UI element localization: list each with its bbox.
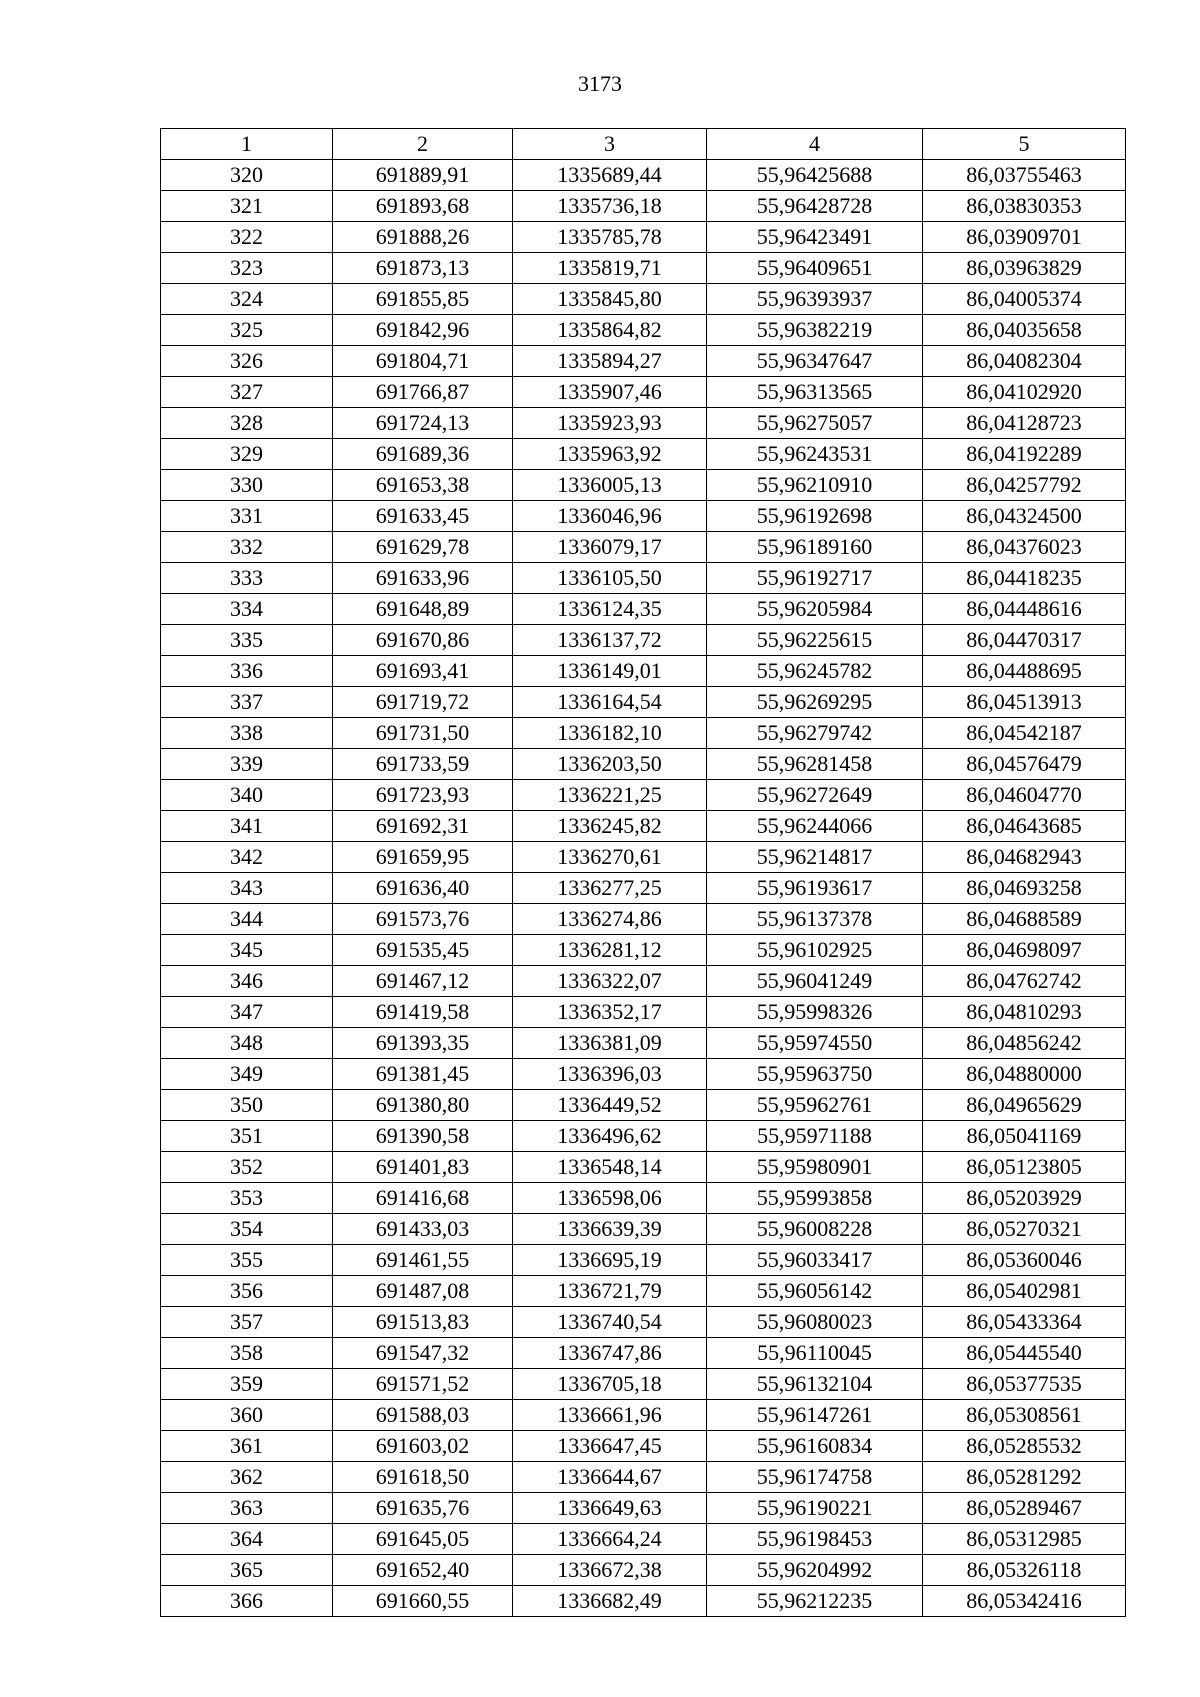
table-row <box>161 1121 1126 1152</box>
table-cell-col-1: 325 <box>161 315 333 346</box>
table-cell-col-1: 354 <box>161 1214 333 1245</box>
table-cell-col-2: 691731,50 <box>333 718 513 749</box>
table-row <box>161 1338 1126 1369</box>
page-number: 3173 <box>578 71 622 96</box>
table-cell-col-2: 691724,13 <box>333 408 513 439</box>
table-cell-col-4: 55,96110045 <box>707 1338 923 1369</box>
table-cell-col-2: 691766,87 <box>333 377 513 408</box>
table-row <box>161 904 1126 935</box>
table-cell-col-1: 327 <box>161 377 333 408</box>
table-row <box>161 315 1126 346</box>
table-row <box>161 594 1126 625</box>
table-cell-col-3: 1336105,50 <box>513 563 707 594</box>
table-row <box>161 935 1126 966</box>
table-cell-col-5: 86,05281292 <box>923 1462 1126 1493</box>
table-cell-col-4: 55,96192698 <box>707 501 923 532</box>
table-cell-col-5: 86,05402981 <box>923 1276 1126 1307</box>
table-row <box>161 997 1126 1028</box>
table-cell-col-3: 1336649,63 <box>513 1493 707 1524</box>
table-cell-col-1: 349 <box>161 1059 333 1090</box>
column-header-4: 4 <box>707 129 923 160</box>
table-cell-col-4: 55,95962761 <box>707 1090 923 1121</box>
table-cell-col-1: 324 <box>161 284 333 315</box>
table-cell-col-1: 355 <box>161 1245 333 1276</box>
table-row <box>161 1059 1126 1090</box>
table-row <box>161 1183 1126 1214</box>
table-cell-col-2: 691603,02 <box>333 1431 513 1462</box>
table-cell-col-5: 86,04965629 <box>923 1090 1126 1121</box>
table-row <box>161 284 1126 315</box>
table-row <box>161 1028 1126 1059</box>
table-cell-col-3: 1336664,24 <box>513 1524 707 1555</box>
table-cell-col-4: 55,96041249 <box>707 966 923 997</box>
table-cell-col-2: 691381,45 <box>333 1059 513 1090</box>
table-cell-col-5: 86,04856242 <box>923 1028 1126 1059</box>
column-header-5: 5 <box>923 129 1126 160</box>
table-cell-col-4: 55,96137378 <box>707 904 923 935</box>
table-cell-col-1: 358 <box>161 1338 333 1369</box>
table-cell-col-4: 55,96190221 <box>707 1493 923 1524</box>
table-cell-col-2: 691659,95 <box>333 842 513 873</box>
table-cell-col-5: 86,04035658 <box>923 315 1126 346</box>
table-cell-col-4: 55,96008228 <box>707 1214 923 1245</box>
table-row <box>161 1462 1126 1493</box>
table-cell-col-4: 55,96080023 <box>707 1307 923 1338</box>
table-cell-col-3: 1335689,44 <box>513 160 707 191</box>
table-cell-col-3: 1336672,38 <box>513 1555 707 1586</box>
table-cell-col-4: 55,96056142 <box>707 1276 923 1307</box>
table-row <box>161 1245 1126 1276</box>
table-cell-col-5: 86,04682943 <box>923 842 1126 873</box>
table-cell-col-1: 359 <box>161 1369 333 1400</box>
column-header-2: 2 <box>333 129 513 160</box>
table-cell-col-1: 339 <box>161 749 333 780</box>
table-cell-col-2: 691660,55 <box>333 1586 513 1617</box>
table-cell-col-3: 1336548,14 <box>513 1152 707 1183</box>
table-row <box>161 191 1126 222</box>
table-cell-col-1: 331 <box>161 501 333 532</box>
table-cell-col-4: 55,95971188 <box>707 1121 923 1152</box>
table-cell-col-3: 1336245,82 <box>513 811 707 842</box>
table-cell-col-3: 1336203,50 <box>513 749 707 780</box>
table-cell-col-4: 55,96279742 <box>707 718 923 749</box>
table-cell-col-3: 1335894,27 <box>513 346 707 377</box>
table-cell-col-4: 55,96212235 <box>707 1586 923 1617</box>
table-cell-col-2: 691670,86 <box>333 625 513 656</box>
table-cell-col-1: 361 <box>161 1431 333 1462</box>
table-cell-col-3: 1336747,86 <box>513 1338 707 1369</box>
table-cell-col-5: 86,04324500 <box>923 501 1126 532</box>
table-row <box>161 377 1126 408</box>
table-cell-col-3: 1336277,25 <box>513 873 707 904</box>
table-cell-col-4: 55,96102925 <box>707 935 923 966</box>
table-row <box>161 1524 1126 1555</box>
table-cell-col-1: 356 <box>161 1276 333 1307</box>
table-cell-col-5: 86,05285532 <box>923 1431 1126 1462</box>
table-cell-col-4: 55,96272649 <box>707 780 923 811</box>
table-cell-col-3: 1336270,61 <box>513 842 707 873</box>
table-cell-col-4: 55,96147261 <box>707 1400 923 1431</box>
table-cell-col-1: 353 <box>161 1183 333 1214</box>
table-row <box>161 749 1126 780</box>
table-cell-col-5: 86,05041169 <box>923 1121 1126 1152</box>
table-cell-col-4: 55,95998326 <box>707 997 923 1028</box>
table-cell-col-5: 86,05326118 <box>923 1555 1126 1586</box>
table-cell-col-4: 55,96393937 <box>707 284 923 315</box>
table-cell-col-3: 1336695,19 <box>513 1245 707 1276</box>
table-cell-col-2: 691433,03 <box>333 1214 513 1245</box>
table-cell-col-5: 86,03830353 <box>923 191 1126 222</box>
table-cell-col-1: 362 <box>161 1462 333 1493</box>
table-cell-col-2: 691618,50 <box>333 1462 513 1493</box>
table-cell-col-2: 691487,08 <box>333 1276 513 1307</box>
table-cell-col-4: 55,96347647 <box>707 346 923 377</box>
table-cell-col-4: 55,96189160 <box>707 532 923 563</box>
table-cell-col-1: 330 <box>161 470 333 501</box>
column-header-3: 3 <box>513 129 707 160</box>
table-cell-col-4: 55,96225615 <box>707 625 923 656</box>
table-cell-col-4: 55,96198453 <box>707 1524 923 1555</box>
table-cell-col-2: 691535,45 <box>333 935 513 966</box>
table-cell-col-3: 1335864,82 <box>513 315 707 346</box>
table-cell-col-5: 86,04698097 <box>923 935 1126 966</box>
table-cell-col-5: 86,05289467 <box>923 1493 1126 1524</box>
table-cell-col-3: 1336005,13 <box>513 470 707 501</box>
table-cell-col-5: 86,04693258 <box>923 873 1126 904</box>
table-cell-col-3: 1336449,52 <box>513 1090 707 1121</box>
table-row <box>161 222 1126 253</box>
table-cell-col-4: 55,96313565 <box>707 377 923 408</box>
table-cell-col-2: 691689,36 <box>333 439 513 470</box>
table-cell-col-2: 691723,93 <box>333 780 513 811</box>
table-cell-col-5: 86,04005374 <box>923 284 1126 315</box>
table-cell-col-1: 357 <box>161 1307 333 1338</box>
table-cell-col-1: 338 <box>161 718 333 749</box>
table-cell-col-5: 86,04102920 <box>923 377 1126 408</box>
table-cell-col-2: 691588,03 <box>333 1400 513 1431</box>
table-cell-col-2: 691652,40 <box>333 1555 513 1586</box>
table-cell-col-1: 341 <box>161 811 333 842</box>
table-row <box>161 625 1126 656</box>
table-cell-col-5: 86,05377535 <box>923 1369 1126 1400</box>
table-cell-col-5: 86,05312985 <box>923 1524 1126 1555</box>
table-row <box>161 1214 1126 1245</box>
table-cell-col-3: 1336682,49 <box>513 1586 707 1617</box>
table-cell-col-5: 86,04762742 <box>923 966 1126 997</box>
table-cell-col-3: 1336644,67 <box>513 1462 707 1493</box>
table-cell-col-2: 691889,91 <box>333 160 513 191</box>
table-body <box>161 160 1126 1617</box>
table-cell-col-4: 55,96193617 <box>707 873 923 904</box>
table-row <box>161 532 1126 563</box>
table-cell-col-3: 1336046,96 <box>513 501 707 532</box>
table-cell-col-1: 346 <box>161 966 333 997</box>
table-row <box>161 253 1126 284</box>
table-cell-col-2: 691842,96 <box>333 315 513 346</box>
table-row <box>161 780 1126 811</box>
table-cell-col-5: 86,03909701 <box>923 222 1126 253</box>
table-cell-col-4: 55,96132104 <box>707 1369 923 1400</box>
table-cell-col-4: 55,96428728 <box>707 191 923 222</box>
table-row <box>161 811 1126 842</box>
table-cell-col-1: 323 <box>161 253 333 284</box>
table-cell-col-2: 691648,89 <box>333 594 513 625</box>
table-cell-col-2: 691547,32 <box>333 1338 513 1369</box>
table-cell-col-2: 691645,05 <box>333 1524 513 1555</box>
table-cell-col-5: 86,04257792 <box>923 470 1126 501</box>
table-row <box>161 346 1126 377</box>
table-cell-col-5: 86,04576479 <box>923 749 1126 780</box>
table-cell-col-4: 55,96269295 <box>707 687 923 718</box>
table-cell-col-1: 366 <box>161 1586 333 1617</box>
table-cell-col-4: 55,96210910 <box>707 470 923 501</box>
table-cell-col-2: 691401,83 <box>333 1152 513 1183</box>
table-cell-col-3: 1336079,17 <box>513 532 707 563</box>
table-cell-col-1: 352 <box>161 1152 333 1183</box>
table-cell-col-2: 691393,35 <box>333 1028 513 1059</box>
table-cell-col-1: 321 <box>161 191 333 222</box>
table-cell-col-4: 55,96244066 <box>707 811 923 842</box>
table-cell-col-3: 1336137,72 <box>513 625 707 656</box>
table-cell-col-3: 1336661,96 <box>513 1400 707 1431</box>
table-cell-col-1: 363 <box>161 1493 333 1524</box>
table-header <box>161 129 1126 160</box>
table-row <box>161 1555 1126 1586</box>
table-row <box>161 1493 1126 1524</box>
table-cell-col-2: 691804,71 <box>333 346 513 377</box>
header-row <box>161 129 1126 160</box>
table-cell-col-2: 691461,55 <box>333 1245 513 1276</box>
table-cell-col-5: 86,05360046 <box>923 1245 1126 1276</box>
table-cell-col-2: 691719,72 <box>333 687 513 718</box>
table-cell-col-3: 1335785,78 <box>513 222 707 253</box>
table-cell-col-3: 1336705,18 <box>513 1369 707 1400</box>
table-cell-col-5: 86,04128723 <box>923 408 1126 439</box>
table-cell-col-4: 55,95974550 <box>707 1028 923 1059</box>
table-row <box>161 1090 1126 1121</box>
table-cell-col-5: 86,05270321 <box>923 1214 1126 1245</box>
table-cell-col-1: 337 <box>161 687 333 718</box>
table-cell-col-2: 691633,96 <box>333 563 513 594</box>
table-cell-col-1: 334 <box>161 594 333 625</box>
table-cell-col-5: 86,04542187 <box>923 718 1126 749</box>
table-cell-col-5: 86,05123805 <box>923 1152 1126 1183</box>
table-cell-col-1: 350 <box>161 1090 333 1121</box>
table-cell-col-3: 1336281,12 <box>513 935 707 966</box>
table-cell-col-4: 55,96382219 <box>707 315 923 346</box>
table-cell-col-3: 1336274,86 <box>513 904 707 935</box>
table-row <box>161 718 1126 749</box>
table-row <box>161 160 1126 191</box>
table-cell-col-1: 351 <box>161 1121 333 1152</box>
table-cell-col-1: 329 <box>161 439 333 470</box>
table-row <box>161 687 1126 718</box>
table-cell-col-5: 86,04643685 <box>923 811 1126 842</box>
table-cell-col-1: 320 <box>161 160 333 191</box>
table-cell-col-1: 345 <box>161 935 333 966</box>
table-cell-col-5: 86,04082304 <box>923 346 1126 377</box>
table-row <box>161 1431 1126 1462</box>
table-cell-col-5: 86,05433364 <box>923 1307 1126 1338</box>
table-cell-col-3: 1336396,03 <box>513 1059 707 1090</box>
table-cell-col-3: 1335923,93 <box>513 408 707 439</box>
table-cell-col-3: 1336381,09 <box>513 1028 707 1059</box>
table-row <box>161 470 1126 501</box>
table-row <box>161 842 1126 873</box>
table-cell-col-1: 328 <box>161 408 333 439</box>
table-cell-col-3: 1336639,39 <box>513 1214 707 1245</box>
table-cell-col-3: 1336322,07 <box>513 966 707 997</box>
table-cell-col-2: 691629,78 <box>333 532 513 563</box>
table-row <box>161 1586 1126 1617</box>
table-cell-col-3: 1336740,54 <box>513 1307 707 1338</box>
table-cell-col-2: 691573,76 <box>333 904 513 935</box>
table-row <box>161 966 1126 997</box>
table-cell-col-3: 1336352,17 <box>513 997 707 1028</box>
table-cell-col-1: 322 <box>161 222 333 253</box>
table-cell-col-2: 691467,12 <box>333 966 513 997</box>
table-cell-col-1: 348 <box>161 1028 333 1059</box>
table-cell-col-1: 340 <box>161 780 333 811</box>
table-cell-col-5: 86,04448616 <box>923 594 1126 625</box>
table-cell-col-5: 86,05203929 <box>923 1183 1126 1214</box>
table-cell-col-1: 332 <box>161 532 333 563</box>
table-cell-col-3: 1336124,35 <box>513 594 707 625</box>
table-cell-col-4: 55,96204992 <box>707 1555 923 1586</box>
table-cell-col-5: 86,03755463 <box>923 160 1126 191</box>
table-cell-col-1: 335 <box>161 625 333 656</box>
table-cell-col-3: 1336647,45 <box>513 1431 707 1462</box>
table-cell-col-3: 1335907,46 <box>513 377 707 408</box>
table-cell-col-5: 86,04880000 <box>923 1059 1126 1090</box>
table-cell-col-3: 1336598,06 <box>513 1183 707 1214</box>
table-cell-col-1: 344 <box>161 904 333 935</box>
table-cell-col-4: 55,95993858 <box>707 1183 923 1214</box>
table-cell-col-2: 691893,68 <box>333 191 513 222</box>
table-cell-col-2: 691633,45 <box>333 501 513 532</box>
table-cell-col-3: 1336149,01 <box>513 656 707 687</box>
table-cell-col-1: 364 <box>161 1524 333 1555</box>
table-cell-col-3: 1335845,80 <box>513 284 707 315</box>
table-cell-col-2: 691513,83 <box>333 1307 513 1338</box>
table-cell-col-5: 86,04810293 <box>923 997 1126 1028</box>
table-cell-col-5: 86,04488695 <box>923 656 1126 687</box>
table-cell-col-5: 86,04513913 <box>923 687 1126 718</box>
table-cell-col-5: 86,04688589 <box>923 904 1126 935</box>
table-row <box>161 656 1126 687</box>
table-cell-col-4: 55,96214817 <box>707 842 923 873</box>
table-cell-col-3: 1335819,71 <box>513 253 707 284</box>
table-cell-col-4: 55,95980901 <box>707 1152 923 1183</box>
table-cell-col-1: 342 <box>161 842 333 873</box>
table-cell-col-5: 86,03963829 <box>923 253 1126 284</box>
table-row <box>161 1369 1126 1400</box>
table-cell-col-2: 691419,58 <box>333 997 513 1028</box>
table-cell-col-4: 55,96033417 <box>707 1245 923 1276</box>
table-cell-col-4: 55,96160834 <box>707 1431 923 1462</box>
table-cell-col-1: 336 <box>161 656 333 687</box>
table-cell-col-2: 691733,59 <box>333 749 513 780</box>
table-cell-col-3: 1335963,92 <box>513 439 707 470</box>
table-cell-col-5: 86,05308561 <box>923 1400 1126 1431</box>
table-cell-col-2: 691635,76 <box>333 1493 513 1524</box>
table-cell-col-5: 86,05445540 <box>923 1338 1126 1369</box>
table-row <box>161 873 1126 904</box>
table-cell-col-2: 691653,38 <box>333 470 513 501</box>
table-cell-col-2: 691571,52 <box>333 1369 513 1400</box>
table-cell-col-2: 691692,31 <box>333 811 513 842</box>
table-cell-col-2: 691693,41 <box>333 656 513 687</box>
table-cell-col-3: 1336164,54 <box>513 687 707 718</box>
table-cell-col-5: 86,04604770 <box>923 780 1126 811</box>
table-cell-col-1: 326 <box>161 346 333 377</box>
table-cell-col-1: 333 <box>161 563 333 594</box>
table-cell-col-5: 86,04470317 <box>923 625 1126 656</box>
table-cell-col-1: 365 <box>161 1555 333 1586</box>
table-row <box>161 1400 1126 1431</box>
table-cell-col-5: 86,05342416 <box>923 1586 1126 1617</box>
table-cell-col-3: 1336221,25 <box>513 780 707 811</box>
table-cell-col-4: 55,96275057 <box>707 408 923 439</box>
table-cell-col-4: 55,96205984 <box>707 594 923 625</box>
table-cell-col-3: 1336496,62 <box>513 1121 707 1152</box>
table-cell-col-4: 55,95963750 <box>707 1059 923 1090</box>
table-row <box>161 563 1126 594</box>
table-row <box>161 1307 1126 1338</box>
table-cell-col-2: 691888,26 <box>333 222 513 253</box>
table-cell-col-5: 86,04376023 <box>923 532 1126 563</box>
table-cell-col-2: 691873,13 <box>333 253 513 284</box>
table-cell-col-2: 691855,85 <box>333 284 513 315</box>
table-cell-col-4: 55,96281458 <box>707 749 923 780</box>
table-cell-col-1: 347 <box>161 997 333 1028</box>
table-row <box>161 1152 1126 1183</box>
coordinates-table <box>160 128 1126 1617</box>
table-cell-col-1: 343 <box>161 873 333 904</box>
table-cell-col-2: 691390,58 <box>333 1121 513 1152</box>
column-header-1: 1 <box>161 129 333 160</box>
table-cell-col-3: 1335736,18 <box>513 191 707 222</box>
table-cell-col-5: 86,04418235 <box>923 563 1126 594</box>
table-cell-col-4: 55,96192717 <box>707 563 923 594</box>
table-cell-col-4: 55,96409651 <box>707 253 923 284</box>
table-cell-col-3: 1336721,79 <box>513 1276 707 1307</box>
table-cell-col-5: 86,04192289 <box>923 439 1126 470</box>
table-row <box>161 1276 1126 1307</box>
table-cell-col-4: 55,96425688 <box>707 160 923 191</box>
table-row <box>161 439 1126 470</box>
table-cell-col-3: 1336182,10 <box>513 718 707 749</box>
table-cell-col-2: 691416,68 <box>333 1183 513 1214</box>
table-cell-col-4: 55,96423491 <box>707 222 923 253</box>
table-row <box>161 408 1126 439</box>
table-cell-col-4: 55,96174758 <box>707 1462 923 1493</box>
table-cell-col-2: 691380,80 <box>333 1090 513 1121</box>
table-cell-col-2: 691636,40 <box>333 873 513 904</box>
table-cell-col-4: 55,96245782 <box>707 656 923 687</box>
table-row <box>161 501 1126 532</box>
table-cell-col-1: 360 <box>161 1400 333 1431</box>
table-cell-col-4: 55,96243531 <box>707 439 923 470</box>
